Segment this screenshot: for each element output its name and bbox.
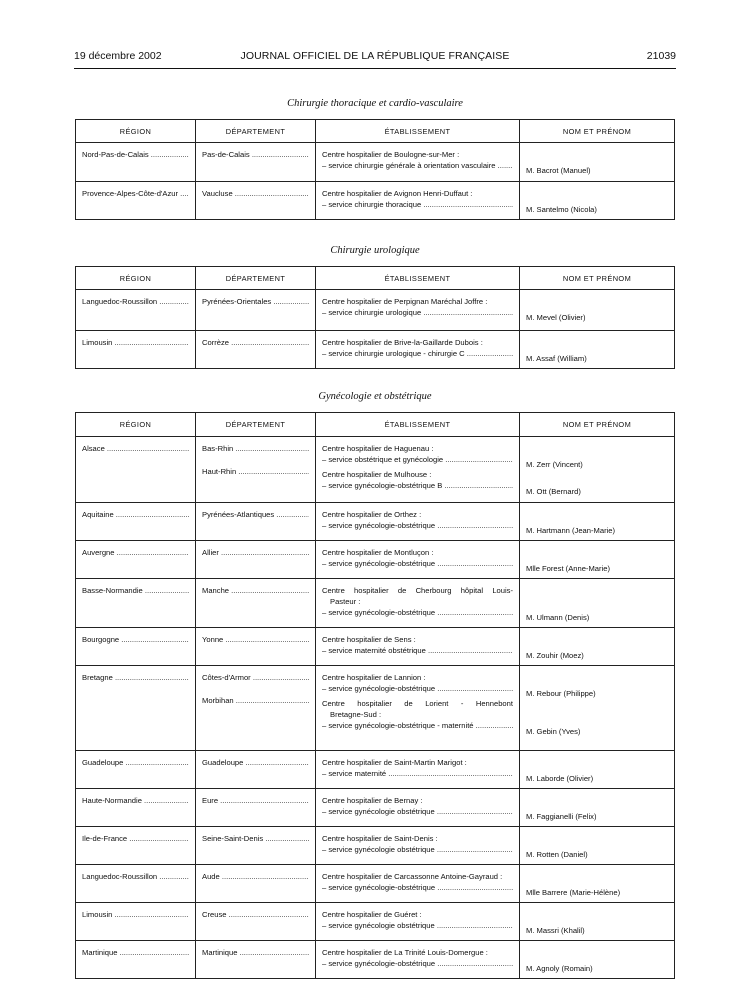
departement-name: Eure ..... bbox=[202, 795, 309, 806]
person-name: M. Ulmann (Denis) bbox=[526, 613, 590, 622]
header-rule bbox=[74, 68, 676, 69]
etablissement-name: Centre hospitalier de Saint-Denis : bbox=[322, 834, 438, 843]
etablissement-block bbox=[322, 509, 513, 531]
region-cell bbox=[76, 827, 196, 865]
service-line: Pasteur : bbox=[330, 597, 361, 606]
page-number: 21039 bbox=[646, 50, 676, 62]
service-line: – service gynécologie-obstétrique ..... bbox=[322, 683, 513, 694]
service-line: – service gynécologie-obstétrique - maternité ..... bbox=[322, 720, 513, 731]
region-cell bbox=[76, 903, 196, 941]
column-header-nom: NOM ET PRÉNOM bbox=[520, 267, 675, 290]
etablissement-cell bbox=[316, 941, 520, 979]
etablissement-block bbox=[322, 795, 513, 817]
departement-name: Allier ..... bbox=[202, 547, 309, 558]
table-row bbox=[76, 666, 675, 751]
region-cell bbox=[76, 331, 196, 369]
etablissement-name: Centre hospitalier de Avignon Henri-Duffaut : bbox=[322, 189, 473, 198]
person-name: M. Massri (Khalil) bbox=[526, 926, 585, 935]
nom-cell bbox=[520, 143, 675, 182]
region-cell bbox=[76, 941, 196, 979]
service-line: Bretagne-Sud : bbox=[330, 710, 382, 719]
page-header bbox=[74, 50, 676, 66]
departement-name: Guadeloupe ..... bbox=[202, 757, 309, 768]
person-name: M. Zerr (Vincent) bbox=[526, 460, 583, 469]
etablissement-block bbox=[322, 909, 513, 931]
table-row bbox=[76, 789, 675, 827]
nom-cell bbox=[520, 941, 675, 979]
departement-cell bbox=[196, 903, 316, 941]
region-cell bbox=[76, 865, 196, 903]
departement-cell bbox=[196, 503, 316, 541]
etablissement-cell bbox=[316, 903, 520, 941]
table-row bbox=[76, 331, 675, 369]
etablissement-cell bbox=[316, 331, 520, 369]
region-cell bbox=[76, 789, 196, 827]
table-row bbox=[76, 182, 675, 220]
region-cell bbox=[76, 751, 196, 789]
nom-cell bbox=[520, 789, 675, 827]
departement-cell bbox=[196, 666, 316, 751]
etablissement-cell bbox=[316, 865, 520, 903]
nom-cell bbox=[520, 865, 675, 903]
region-cell bbox=[76, 290, 196, 331]
departement-name: Martinique ..... bbox=[202, 947, 309, 958]
etablissement-block bbox=[322, 337, 513, 359]
service-line: – service gynécologie obstétrique ..... bbox=[322, 806, 513, 817]
etablissement-name: Centre hospitalier de Lannion : bbox=[322, 673, 426, 682]
etablissement-block bbox=[322, 443, 513, 465]
column-header-etablissement: ÉTABLISSEMENT bbox=[316, 267, 520, 290]
departement-name: Manche ..... bbox=[202, 585, 309, 596]
etablissement-block bbox=[322, 947, 513, 969]
nom-cell bbox=[520, 666, 675, 751]
departement-name: Bas-Rhin ..... bbox=[202, 443, 309, 454]
nom-cell bbox=[520, 751, 675, 789]
nom-cell bbox=[520, 331, 675, 369]
region-name: Bretagne ..... bbox=[82, 672, 189, 683]
appointments-table bbox=[75, 119, 675, 220]
etablissement-cell bbox=[316, 827, 520, 865]
etablissement-name: Centre hospitalier de La Trinité Louis-Domergue : bbox=[322, 948, 488, 957]
etablissement-cell bbox=[316, 182, 520, 220]
etablissement-name: Centre hospitalier de Orthez : bbox=[322, 510, 422, 519]
person-name: M. Laborde (Olivier) bbox=[526, 774, 594, 783]
departement-name: Pyrénées-Atlantiques ..... bbox=[202, 509, 309, 520]
departement-cell bbox=[196, 331, 316, 369]
service-line: – service gynécologie-obstétrique B ..... bbox=[322, 480, 513, 491]
nom-cell bbox=[520, 503, 675, 541]
person-name: M. Faggianelli (Felix) bbox=[526, 812, 597, 821]
etablissement-name: Centre hospitalier de Carcassonne Antoine-Gayraud : bbox=[322, 872, 503, 881]
table-header-row bbox=[76, 120, 675, 143]
table-row bbox=[76, 865, 675, 903]
person-name: M. Rotten (Daniel) bbox=[526, 850, 588, 859]
etablissement-name: Centre hospitalier de Perpignan Maréchal Joffre : bbox=[322, 297, 488, 306]
etablissement-block bbox=[322, 672, 513, 694]
departement-name: Pyrénées-Orientales ..... bbox=[202, 296, 309, 307]
etablissement-block bbox=[322, 585, 513, 618]
departement-name: Yonne ..... bbox=[202, 634, 309, 645]
etablissement-name: Centre hospitalier de Haguenau : bbox=[322, 444, 434, 453]
departement-name: Creuse ..... bbox=[202, 909, 309, 920]
etablissement-name: Centre hospitalier de Bernay : bbox=[322, 796, 423, 805]
departement-cell bbox=[196, 789, 316, 827]
etablissement-block bbox=[322, 296, 513, 318]
etablissement-block bbox=[322, 757, 513, 779]
appointments-table bbox=[75, 412, 675, 979]
table-row bbox=[76, 628, 675, 666]
service-line: – service gynécologie obstétrique ..... bbox=[322, 920, 513, 931]
nom-cell bbox=[520, 541, 675, 579]
nom-cell bbox=[520, 579, 675, 628]
column-header-region: RÉGION bbox=[76, 267, 196, 290]
person-name: M. Bacrot (Manuel) bbox=[526, 166, 591, 175]
region-cell bbox=[76, 541, 196, 579]
etablissement-cell bbox=[316, 503, 520, 541]
etablissement-cell bbox=[316, 628, 520, 666]
column-header-nom: NOM ET PRÉNOM bbox=[520, 413, 675, 437]
etablissement-block bbox=[322, 871, 513, 893]
column-header-region: RÉGION bbox=[76, 413, 196, 437]
table-row bbox=[76, 941, 675, 979]
service-line: – service gynécologie-obstétrique ..... bbox=[322, 520, 513, 531]
etablissement-cell bbox=[316, 437, 520, 503]
section-title: Chirurgie urologique bbox=[330, 245, 420, 256]
region-name: Limousin ..... bbox=[82, 909, 189, 920]
person-name: M. Mevel (Olivier) bbox=[526, 313, 586, 322]
region-name: Guadeloupe ..... bbox=[82, 757, 189, 768]
departement-cell bbox=[196, 541, 316, 579]
departement-name: Aude ..... bbox=[202, 871, 309, 882]
column-header-region: RÉGION bbox=[76, 120, 196, 143]
person-name: M. Rebour (Philippe) bbox=[526, 689, 596, 698]
etablissement-block bbox=[322, 698, 513, 731]
column-header-nom: NOM ET PRÉNOM bbox=[520, 120, 675, 143]
departement-cell bbox=[196, 628, 316, 666]
region-name: Limousin ..... bbox=[82, 337, 189, 348]
departement-cell bbox=[196, 827, 316, 865]
etablissement-block bbox=[322, 833, 513, 855]
table-row bbox=[76, 579, 675, 628]
region-cell bbox=[76, 182, 196, 220]
region-name: Provence-Alpes-Côte-d'Azur ..... bbox=[82, 188, 189, 199]
departement-name: Haut-Rhin ..... bbox=[202, 466, 309, 477]
table-row bbox=[76, 503, 675, 541]
column-header-departement: DÉPARTEMENT bbox=[196, 267, 316, 290]
etablissement-block bbox=[322, 149, 513, 171]
departement-name: Pas-de-Calais ..... bbox=[202, 149, 309, 160]
departement-name: Morbihan ..... bbox=[202, 695, 309, 706]
departement-cell bbox=[196, 941, 316, 979]
departement-cell bbox=[196, 437, 316, 503]
section-title: Gynécologie et obstétrique bbox=[318, 391, 432, 402]
nom-cell bbox=[520, 182, 675, 220]
region-name: Bourgogne ..... bbox=[82, 634, 189, 645]
region-cell bbox=[76, 666, 196, 751]
region-cell bbox=[76, 628, 196, 666]
nom-cell bbox=[520, 903, 675, 941]
person-name: M. Zouhir (Moez) bbox=[526, 651, 584, 660]
appointments-table bbox=[75, 266, 675, 369]
person-name: Mlle Forest (Anne-Marie) bbox=[526, 564, 610, 573]
table-row bbox=[76, 143, 675, 182]
region-name: Aquitaine ..... bbox=[82, 509, 189, 520]
departement-name: Corrèze ..... bbox=[202, 337, 309, 348]
departement-cell bbox=[196, 143, 316, 182]
etablissement-name: Centre hospitalier de Boulogne-sur-Mer : bbox=[322, 150, 460, 159]
departement-cell bbox=[196, 182, 316, 220]
region-cell bbox=[76, 579, 196, 628]
service-line: – service chirurgie thoracique ..... bbox=[322, 199, 513, 210]
etablissement-block bbox=[322, 634, 513, 656]
service-line: – service chirurgie urologique - chirurgie C ..... bbox=[322, 348, 513, 359]
region-name: Basse-Normandie ..... bbox=[82, 585, 189, 596]
column-header-departement: DÉPARTEMENT bbox=[196, 120, 316, 143]
service-line: – service gynécologie-obstétrique ..... bbox=[322, 882, 513, 893]
publication-date: 19 décembre 2002 bbox=[74, 50, 162, 62]
departement-cell bbox=[196, 579, 316, 628]
departement-name: Vaucluse ..... bbox=[202, 188, 309, 199]
nom-cell bbox=[520, 437, 675, 503]
region-name: Auvergne ..... bbox=[82, 547, 189, 558]
etablissement-cell bbox=[316, 666, 520, 751]
etablissement-cell bbox=[316, 143, 520, 182]
etablissement-name: Centre hospitalier de Sens : bbox=[322, 635, 416, 644]
person-name: M. Gebin (Yves) bbox=[526, 727, 581, 736]
region-cell bbox=[76, 437, 196, 503]
departement-name: Seine-Saint-Denis ..... bbox=[202, 833, 309, 844]
table-row bbox=[76, 827, 675, 865]
journal-title: JOURNAL OFFICIEL DE LA RÉPUBLIQUE FRANÇAISE bbox=[240, 50, 510, 62]
etablissement-name: Centre hospitalier de Lorient - Hennebont bbox=[322, 699, 513, 708]
section-title: Chirurgie thoracique et cardio-vasculaire bbox=[287, 98, 463, 109]
etablissement-block bbox=[322, 547, 513, 569]
table-row bbox=[76, 290, 675, 331]
etablissement-name: Centre hospitalier de Mulhouse : bbox=[322, 470, 432, 479]
nom-cell bbox=[520, 628, 675, 666]
person-name: M. Assaf (William) bbox=[526, 354, 587, 363]
nom-cell bbox=[520, 290, 675, 331]
etablissement-cell bbox=[316, 751, 520, 789]
etablissement-name: Centre hospitalier de Montluçon : bbox=[322, 548, 434, 557]
etablissement-cell bbox=[316, 579, 520, 628]
table-header-row bbox=[76, 267, 675, 290]
etablissement-block bbox=[322, 469, 513, 491]
etablissement-name: Centre hospitalier de Brive-la-Gaillarde Dubois : bbox=[322, 338, 483, 347]
etablissement-name: Centre hospitalier de Saint-Martin Marigot : bbox=[322, 758, 467, 767]
departement-cell bbox=[196, 290, 316, 331]
person-name: M. Ott (Bernard) bbox=[526, 487, 581, 496]
etablissement-name: Centre hospitalier de Guéret : bbox=[322, 910, 422, 919]
region-name: Martinique ..... bbox=[82, 947, 189, 958]
departement-cell bbox=[196, 751, 316, 789]
region-name: Ile-de-France ..... bbox=[82, 833, 189, 844]
region-cell bbox=[76, 143, 196, 182]
etablissement-cell bbox=[316, 290, 520, 331]
region-cell bbox=[76, 503, 196, 541]
column-header-etablissement: ÉTABLISSEMENT bbox=[316, 413, 520, 437]
etablissement-cell bbox=[316, 789, 520, 827]
service-line: – service maternité ..... bbox=[322, 768, 513, 779]
departement-name: Côtes-d'Armor ..... bbox=[202, 672, 309, 683]
region-name: Nord-Pas-de-Calais ..... bbox=[82, 149, 189, 160]
person-name: M. Hartmann (Jean-Marie) bbox=[526, 526, 616, 535]
column-header-etablissement: ÉTABLISSEMENT bbox=[316, 120, 520, 143]
column-header-departement: DÉPARTEMENT bbox=[196, 413, 316, 437]
service-line: – service maternité obstétrique ..... bbox=[322, 645, 513, 656]
table-row bbox=[76, 437, 675, 503]
departement-cell bbox=[196, 865, 316, 903]
service-line: – service chirurgie générale à orientation vasculaire ..... bbox=[322, 160, 513, 171]
table-row bbox=[76, 751, 675, 789]
etablissement-name: Centre hospitalier de Cherbourg hôpital Louis- bbox=[322, 586, 513, 595]
etablissement-block bbox=[322, 188, 513, 210]
service-line: – service gynécologie-obstétrique ..... bbox=[322, 558, 513, 569]
service-line: – service gynécologie-obstétrique ..... bbox=[322, 958, 513, 969]
service-line: – service chirurgie urologique ..... bbox=[322, 307, 513, 318]
service-line: – service gynécologie-obstétrique ..... bbox=[322, 607, 513, 618]
region-name: Haute-Normandie ..... bbox=[82, 795, 189, 806]
person-name: Mlle Barrere (Marie-Hélène) bbox=[526, 888, 621, 897]
table-row bbox=[76, 541, 675, 579]
etablissement-cell bbox=[316, 541, 520, 579]
table-row bbox=[76, 903, 675, 941]
region-name: Languedoc-Roussillon ..... bbox=[82, 871, 189, 882]
table-header-row bbox=[76, 413, 675, 437]
region-name: Alsace ..... bbox=[82, 443, 189, 454]
service-line: – service gynécologie obstétrique ..... bbox=[322, 844, 513, 855]
person-name: M. Agnoly (Romain) bbox=[526, 964, 593, 973]
person-name: M. Santelmo (Nicola) bbox=[526, 205, 597, 214]
region-name: Languedoc-Roussillon ..... bbox=[82, 296, 189, 307]
nom-cell bbox=[520, 827, 675, 865]
service-line: – service obstétrique et gynécologie ..... bbox=[322, 454, 513, 465]
